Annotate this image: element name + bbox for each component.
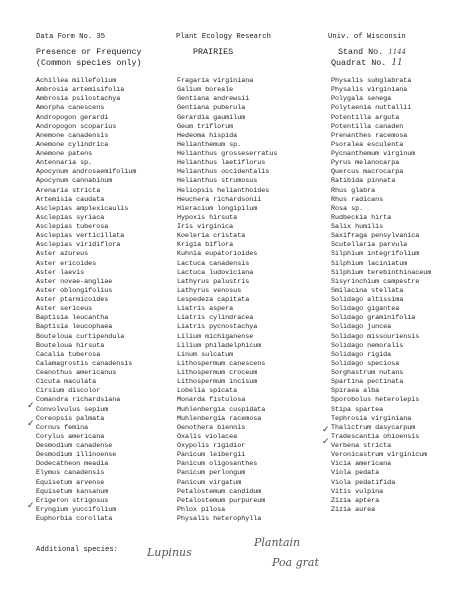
species-item: Liatris aspera <box>177 305 234 314</box>
species-item: Monarda fistulosa <box>177 396 246 405</box>
species-item: Desmodium canadense <box>36 442 113 450</box>
species-item: Aster ptarmicoides <box>36 296 109 304</box>
species-item: Aster sericeus <box>36 305 93 314</box>
species-item: Sisyrinchium campestre <box>331 277 420 286</box>
species-item: Solidago juncea <box>331 323 392 332</box>
species-item: Arenaria stricta <box>36 186 101 195</box>
species-item: Stipa spartea <box>331 405 384 414</box>
heading-center: PRAIRIES <box>193 47 234 57</box>
species-item: Sporobolus heterolepis <box>331 396 420 405</box>
species-item: Panicum oligosanthes <box>177 460 258 469</box>
species-item: Veronicastrum virginicum <box>331 451 428 460</box>
check-mark-coreopsis: ✓ <box>27 419 35 429</box>
species-item: Iris virginica <box>177 223 234 231</box>
handwritten-note-lupinus: Lupinus <box>147 546 192 559</box>
quadrat-label: Quadrat No. <box>331 58 387 68</box>
species-column-2 <box>177 77 277 524</box>
species-item: Kuhnia eupatorioides <box>177 250 258 259</box>
species-item: Ambrosia artemisifolia <box>36 86 125 95</box>
species-item: Polygala senega <box>331 95 392 104</box>
species-item: Solidago altissima <box>331 296 404 304</box>
species-item: Verbena stricta <box>331 442 392 450</box>
species-item: Pyrus melanocarpa <box>331 159 400 168</box>
species-item: Salix humilis <box>331 223 384 231</box>
species-item: Equisetum arvense <box>36 478 105 487</box>
species-item: Asclepias tuberosa <box>36 223 109 231</box>
species-item: Prenanthes racemosa <box>331 131 408 140</box>
species-item: Andropogon gerardi <box>36 113 109 122</box>
species-item: Elymus canadensis <box>36 469 105 478</box>
species-item: Potentilla canaden <box>331 122 404 131</box>
species-item: Petalostemum purpureum <box>177 496 266 505</box>
species-item: Aster laevis <box>36 268 85 277</box>
species-item: Solidago nemoralis <box>331 341 404 350</box>
species-item: Cicuta maculata <box>36 378 97 387</box>
species-item: Ambrosia psilostachya <box>36 95 121 104</box>
species-item: Antennaria sp. <box>36 159 93 168</box>
species-item: Aster azureus <box>36 250 89 259</box>
species-item: Liatris cylindracea <box>177 314 254 323</box>
species-item: Amorpha canescens <box>36 104 105 113</box>
species-item: Pycnanthemum virginum <box>331 150 416 158</box>
species-item: Aster novae-angliae <box>36 277 113 286</box>
handwritten-note-poa: Poa grat <box>272 556 319 569</box>
species-item: Geum triflorum <box>177 122 234 131</box>
check-mark-comandra: ✓ <box>27 401 35 411</box>
species-item: Ratibida pinnata <box>331 177 396 186</box>
species-item: Coreopsis palmata <box>36 414 105 423</box>
quadrat-number <box>331 58 403 68</box>
species-item: Helianthus strumosus <box>177 177 258 186</box>
species-item: Liatris pycnostachya <box>177 323 258 332</box>
species-item: Rhus radicans <box>331 195 384 204</box>
species-item: Hypoxis hirsuta <box>177 213 238 222</box>
species-item: Lathyrus palustris <box>177 277 250 286</box>
species-item: Tradescantia ohioensis <box>331 432 420 441</box>
species-item: Asclepias amplexicaulis <box>36 204 129 213</box>
species-item: Helianthus laetiflorus <box>177 159 266 168</box>
species-item: Desmodium illinoense <box>36 451 117 460</box>
species-item: Polytaenia nuttallii <box>331 104 412 113</box>
species-item: Baptisia leucophaea <box>36 323 113 332</box>
species-item: Phlox pilosa <box>177 505 226 514</box>
species-item: Lithospermum incisum <box>177 378 258 387</box>
stand-value: 1144 <box>388 48 407 56</box>
species-item: Lilium michiganense <box>177 332 254 341</box>
species-item: Oxypolis rigidior <box>177 442 246 450</box>
species-item: Panicum virgatum <box>177 478 242 487</box>
species-item: Scutellaria parvula <box>331 241 408 250</box>
species-item: Physalis heterophylla <box>177 515 262 523</box>
species-item: Lithospermum canescens <box>177 359 266 368</box>
check-mark-tradescantia: ✓ <box>322 437 330 447</box>
species-item: Asclepias viridiflora <box>36 241 121 250</box>
quadrat-value: 11 <box>391 58 403 68</box>
species-item: Saxifraga pensylvanica <box>331 232 420 241</box>
species-item: Aster ericoides <box>36 259 97 268</box>
species-item: Bouteloua curtipendula <box>36 332 125 341</box>
species-item: Asclepias syriaca <box>36 213 105 222</box>
species-item: Spartina pectinata <box>331 378 404 387</box>
check-mark-euphorbia: ✓ <box>27 501 35 511</box>
species-item: Gentiana andrewsii <box>177 95 250 104</box>
species-item: Krigia biflora <box>177 241 234 250</box>
species-item: Silphium terebinthinaceum <box>331 268 432 277</box>
stand-label: Stand No. <box>338 47 384 57</box>
species-item: Oxalis violacea <box>177 432 238 441</box>
species-item: Anemone cylindrica <box>36 140 109 149</box>
species-item: Silphium laciniatum <box>331 259 408 268</box>
species-item: Heliopsis helianthoides <box>177 186 270 195</box>
species-item: Artemisia caudata <box>36 195 105 204</box>
species-item: Sorghastrum nutans <box>331 369 404 377</box>
species-item: Aster oblongifolius <box>36 286 113 295</box>
species-item: Zizia aurea <box>331 505 376 514</box>
species-item: Gentiana puberula <box>177 104 246 113</box>
species-item: Anemone canadensis <box>36 131 109 140</box>
species-item: Spiraea alba <box>331 387 380 396</box>
species-item: Solidago rigida <box>331 350 392 359</box>
species-item: Helianthemum sp. <box>177 140 242 149</box>
stand-number <box>338 47 406 57</box>
species-item: Helianthus grosseserratus <box>177 150 278 158</box>
species-item: Andropogon scoparius <box>36 122 117 131</box>
species-item: Cacalia tuberosa <box>36 350 101 359</box>
species-item: Helianthus occidentalis <box>177 168 270 177</box>
species-item: Apocynum androsaemifolium <box>36 168 137 177</box>
species-item: Viola pedatifida <box>331 478 396 487</box>
species-item: Anemone patens <box>36 150 93 158</box>
species-item: Corylus americana <box>36 432 105 441</box>
species-item: Koeleria cristata <box>177 232 246 241</box>
species-item: Galium boreale <box>177 86 234 95</box>
species-item: Linum sulcatum <box>177 350 234 359</box>
heading-left-line2: (Common species only) <box>36 58 142 68</box>
species-item: Equisetum kansanum <box>36 487 109 496</box>
species-item: Silphium integrifolium <box>331 250 420 259</box>
institution: Univ. of Wisconsin <box>328 33 406 41</box>
species-item: Potentilla arguta <box>331 113 400 122</box>
species-item: Solidago speciosa <box>331 359 400 368</box>
species-item: Smilacina stellata <box>331 286 404 295</box>
species-item: Ceanothus americanus <box>36 369 117 377</box>
species-item: Psoralea esculenta <box>331 140 404 149</box>
species-item: Lilium philadelphicum <box>177 341 262 350</box>
species-item: Lactuca canadensis <box>177 259 250 268</box>
species-item: Euphorbia corollata <box>36 515 113 523</box>
species-item: Panicum leibergii <box>177 451 246 460</box>
species-item: Baptisia leucantha <box>36 314 109 323</box>
species-item: Gerardia gaumilum <box>177 113 246 122</box>
species-item: Hieracium longipilum <box>177 204 258 213</box>
species-item: Quercus macrocarpa <box>331 168 404 177</box>
species-item: Eryngium yuccifolium <box>36 505 117 514</box>
species-item: Convolvulus sepium <box>36 405 109 414</box>
species-item: Zizia aptera <box>331 496 380 505</box>
species-item: Lactuca ludoviciana <box>177 268 254 277</box>
species-item: Solidago gigantea <box>331 305 400 314</box>
heading-left-line1: Presence or Frequency <box>36 47 142 57</box>
species-item: Dodecatheon meadia <box>36 460 109 469</box>
species-item: Achillea millefolium <box>36 77 117 85</box>
research-title: Plant Ecology Research <box>176 33 271 41</box>
species-item: Panicum perlongum <box>177 469 246 478</box>
check-mark-stipa: ✓ <box>322 425 330 435</box>
species-item: Viola pedata <box>331 469 380 478</box>
species-item: Cornus femina <box>36 423 89 432</box>
species-item: Cirsium discolor <box>36 387 101 396</box>
species-item: Lathyrus venosus <box>177 286 242 295</box>
species-item: Vitis vulpina <box>331 487 384 496</box>
species-item: Physalis subglabrata <box>331 77 412 85</box>
species-item: Erigeron strigosus <box>36 496 109 505</box>
species-item: Lithospermum croceum <box>177 369 258 377</box>
species-item: Heuchera richardsonii <box>177 195 262 204</box>
species-column-1 <box>36 77 136 524</box>
species-item: Thalictrum dasycarpum <box>331 423 416 432</box>
species-item: Rudbeckia hirta <box>331 213 392 222</box>
species-item: Calamagrostis canadensis <box>36 359 133 368</box>
additional-species-label: Additional species: <box>36 546 118 554</box>
species-item: Rosa sp. <box>331 204 364 213</box>
species-item: Muhlenbergia cuspidata <box>177 405 266 414</box>
form-number: Data Form No. 35 <box>36 33 106 41</box>
species-item: Hedeoma hispida <box>177 131 238 140</box>
species-item: Vicia americana <box>331 460 392 469</box>
species-item: Lespedeza capitata <box>177 296 250 304</box>
species-item: Physalis virginiana <box>331 86 408 95</box>
species-item: Bouteloua hirsuta <box>36 341 105 350</box>
species-item: Lobelia spicata <box>177 387 238 396</box>
species-item: Tephrosia virginiana <box>331 414 412 423</box>
handwritten-note-plantain: Plantain <box>254 536 301 549</box>
species-item: Asclepias verticillata <box>36 232 125 241</box>
species-item: Apocynum cannabinum <box>36 177 113 186</box>
species-item: Solidago graminifolia <box>331 314 416 323</box>
species-item: Solidago missouriensis <box>331 332 420 341</box>
species-item: Oenothera biennis <box>177 423 246 432</box>
species-item: Rhus glabra <box>331 186 376 195</box>
species-item: Fragaria virginiana <box>177 77 254 85</box>
species-item: Comandra richardsiana <box>36 396 121 405</box>
species-column-3 <box>331 77 431 515</box>
species-item: Petalostemum candidum <box>177 487 262 496</box>
species-item: Muhlenbergia racemosa <box>177 414 262 423</box>
